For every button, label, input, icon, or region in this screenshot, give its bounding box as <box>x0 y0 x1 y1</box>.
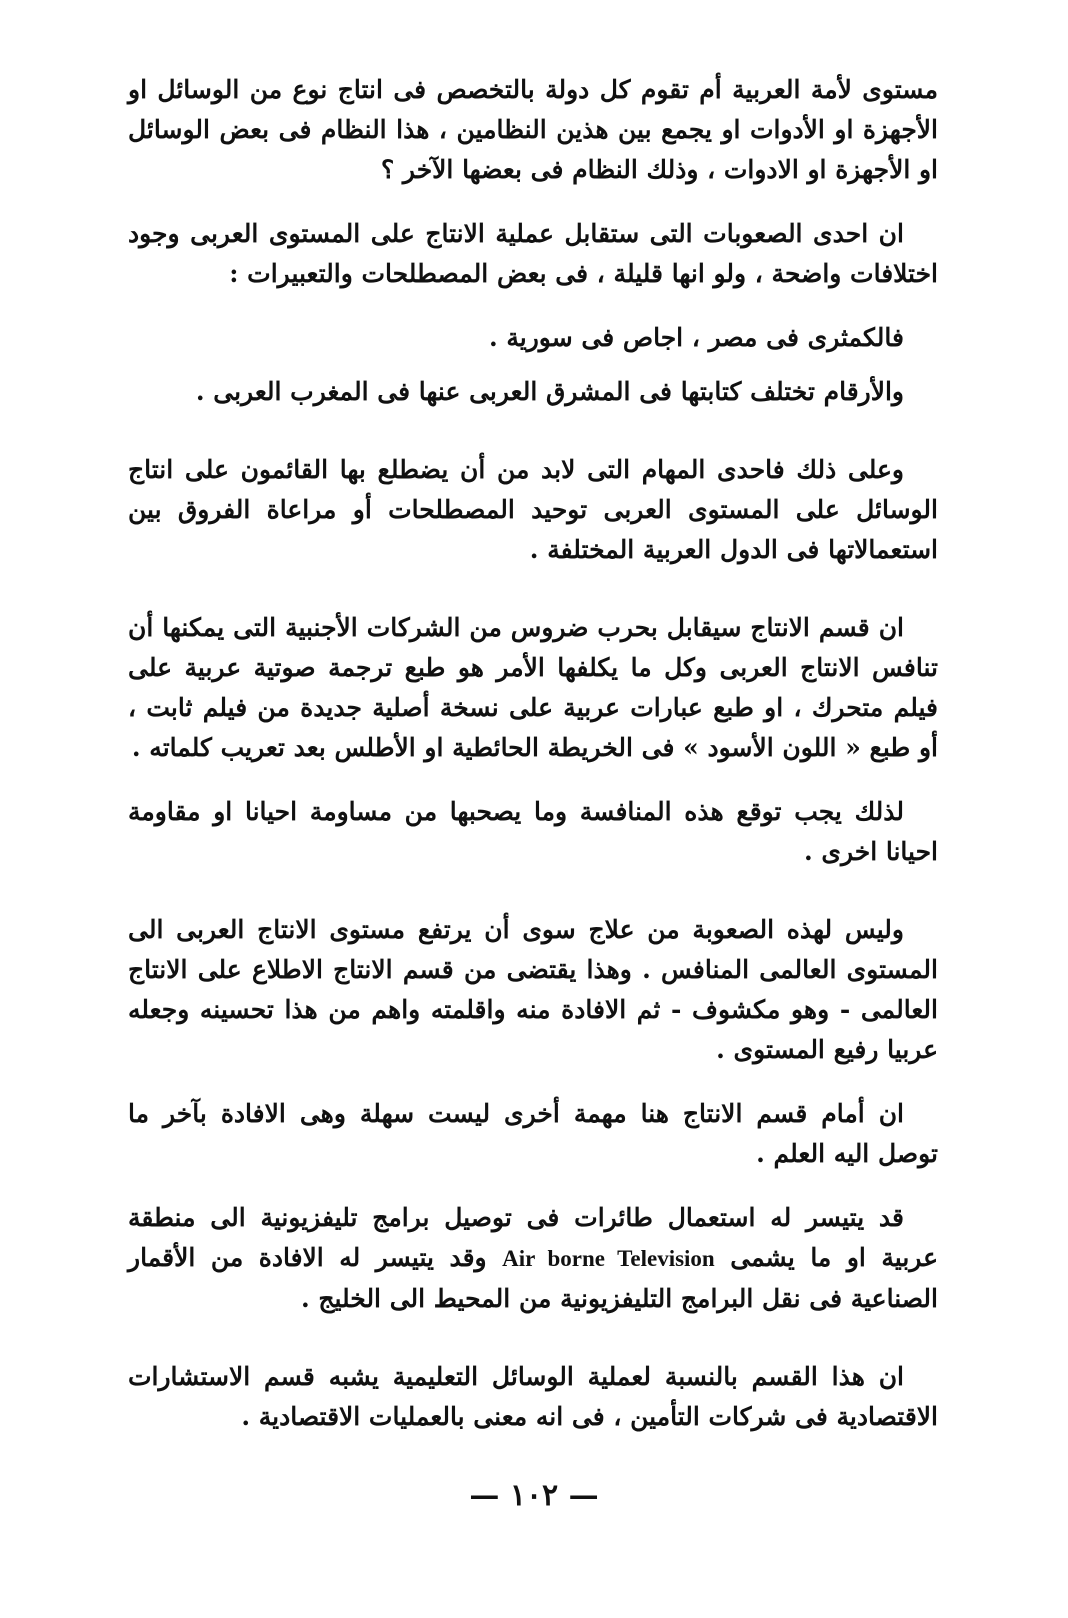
paragraph-6: ان قسم الانتاج سيقابل بحرب ضروس من الشركات الأجنبية التى يمكنها أن تنافس الانتاج العربى وكل ما يكلفها الأمر هو طبع ترجمة صوتية عربية على فيلم متحرك ، او طبع عبارات عربية على نسخة أصلية جديدة من فيلم ثابت ، أو طبع « اللون الأسود » فى الخريطة الحائطية او الأطلس بعد تعريب كلماته . <box>128 613 938 762</box>
paragraph-7: لذلك يجب توقع هذه المنافسة وما يصحبها من مساومة احيانا او مقاومة احيانا اخرى . <box>128 797 938 866</box>
paragraph-10 <box>128 1198 938 1319</box>
body-text <box>128 70 938 1461</box>
paragraph-11: ان هذا القسم بالنسبة لعملية الوسائل التعليمية يشبه قسم الاستشارات الاقتصادية فى شركات التأمين ، فى انه معنى بالعمليات الاقتصادية . <box>128 1362 938 1431</box>
paragraph-9: ان أمام قسم الانتاج هنا مهمة أخرى ليست سهلة وهى الافادة بآخر ما توصل اليه العلم . <box>128 1099 938 1168</box>
paragraph-10-after: وقد يتيسر له الافادة من الأقمار الصناعية فى نقل البرامج التليفزيونية من المحيط الى الخليج . <box>128 1243 938 1313</box>
paragraph-8: وليس لهذه الصعوبة من علاج سوى أن يرتفع مستوى الانتاج العربى الى المستوى العالمى المنافس . وهذا يقتضى من قسم الانتاج الاطلاع على الانتاج العالمى - وهو مكشوف - ثم الافادة منه واقلمته واهم من هذا تحسينه وجعله عربيا رفيع المستوى . <box>128 915 938 1064</box>
latin-term: Air borne Television <box>502 1246 715 1271</box>
paragraph-1: مستوى لأمة العربية أم تقوم كل دولة بالتخصص فى انتاج نوع من الوسائل او الأجهزة او الأدوات او يجمع بين هذين النظامين ، هذا النظام فى بعض الوسائل او الأجهزة او الادوات ، وذلك النظام فى بعضها الآخر ؟ <box>128 75 938 184</box>
paragraph-2: ان احدى الصعوبات التى ستقابل عملية الانتاج على المستوى العربى وجود اختلافات واضحة ، ولو انها قليلة ، فى بعض المصطلحات والتعبيرات : <box>128 219 938 288</box>
paragraph-5: وعلى ذلك فاحدى المهام التى لابد من أن يضطلع بها القائمون على انتاج الوسائل على المستوى العربى توحيد المصطلحات أو مراعاة الفروق بين استعمالاتها فى الدول العربية المختلفة . <box>128 455 938 564</box>
page-number: — ١٠٢ — <box>469 1478 599 1513</box>
paragraph-4: والأرقام تختلف كتابتها فى المشرق العربى عنها فى المغرب العربى . <box>195 377 904 406</box>
paragraph-10-before: قد يتيسر له استعمال طائرات فى توصيل برامج تليفزيونية الى منطقة عربية او ما يشمى <box>128 1203 938 1272</box>
paragraph-3: فالكمثرى فى مصر ، اجاص فى سورية . <box>488 323 904 352</box>
